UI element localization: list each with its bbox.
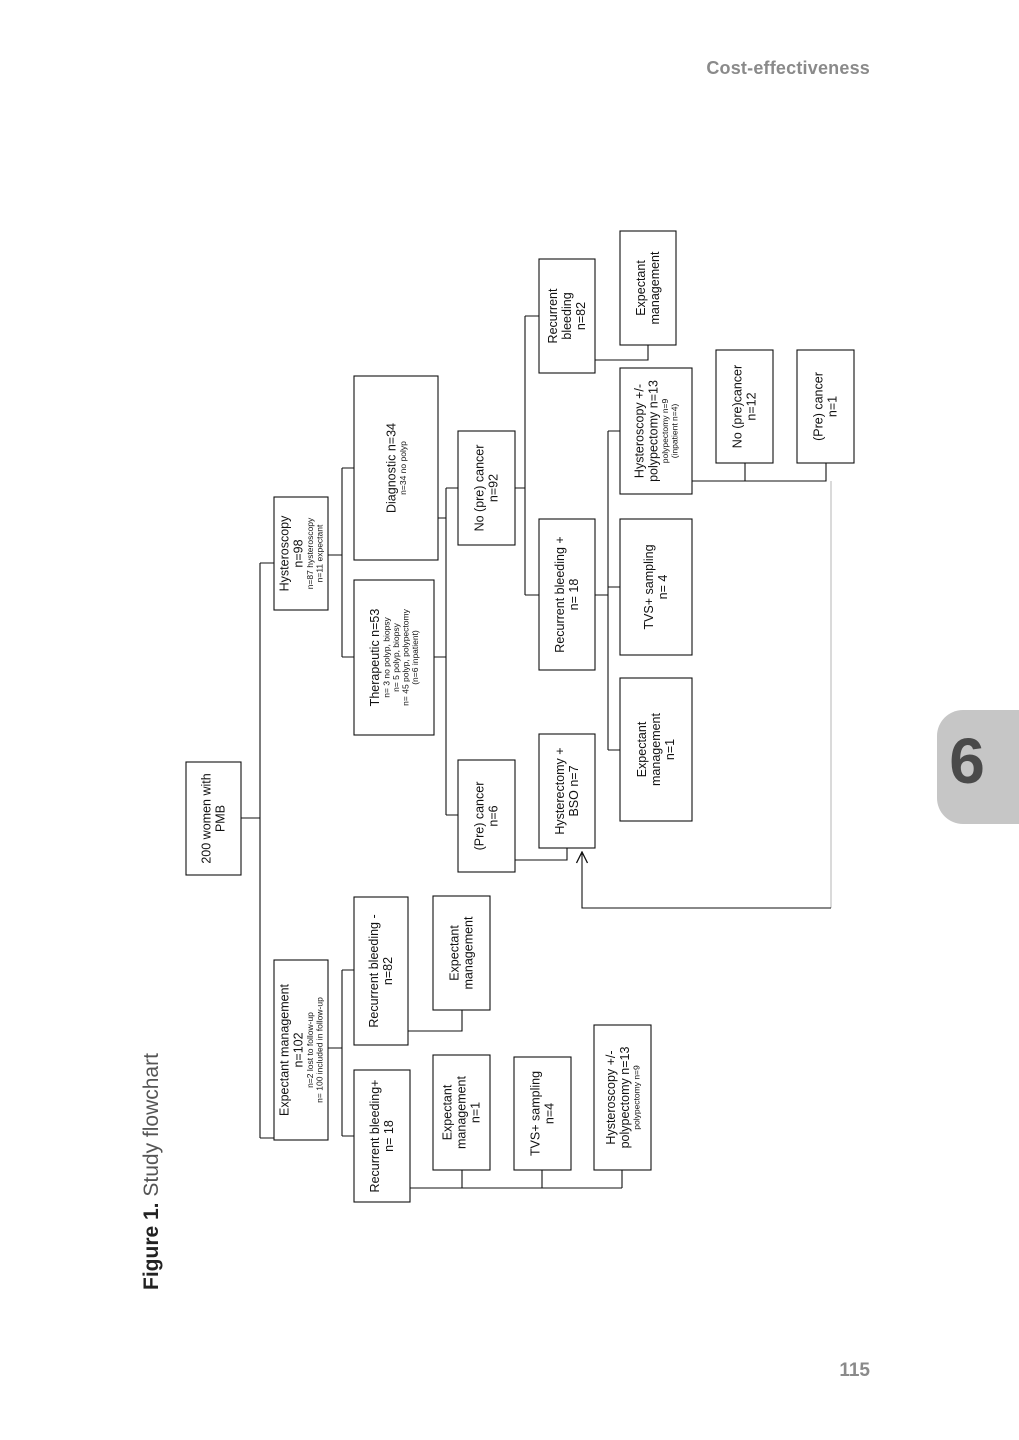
box-label-line: Expectant management — [277, 983, 292, 1117]
box-label-line: n=1 — [825, 395, 840, 418]
chapter-number: 6 — [949, 725, 985, 797]
box-label-line: management — [461, 916, 476, 990]
box-labels — [200, 251, 840, 1192]
box-label-line: (Pre) cancer — [472, 781, 487, 851]
box-label-line: n=102 — [291, 1032, 306, 1068]
box-label-line: (inpatient n=4) — [669, 403, 680, 459]
box-label-line: n=98 — [291, 539, 306, 568]
box-label-line: Recurrent bleeding+ — [368, 1079, 383, 1193]
box-label-line: Recurrent bleeding - — [367, 914, 382, 1028]
box-label-line: n=92 — [486, 473, 501, 503]
box-label-line: n=6 — [486, 805, 501, 827]
box-label-line: 200 women with — [199, 773, 214, 864]
box-label-line: n=34 no polyp — [397, 441, 408, 495]
box-label-line: bleeding — [560, 292, 575, 340]
box-label-line: n= 18 — [382, 1120, 397, 1152]
box-label-line: n= 3 no polyp, biopsy — [381, 617, 392, 698]
box-label-line: n= 18 — [567, 578, 582, 611]
box-label-line: Diagnostic n=34 — [384, 423, 399, 513]
box-label-line: n=12 — [744, 392, 759, 421]
box-label-line: polypectomy n=13 — [646, 380, 661, 482]
page-number: 115 — [839, 1360, 870, 1381]
box-label-line: TVS+ sampling — [642, 544, 657, 630]
box-label-line: n=4 — [542, 1102, 557, 1125]
box-label-line: BSO n=7 — [567, 765, 582, 817]
box-label-line: Hysteroscopy — [277, 515, 292, 592]
box-label-line: No (pre)cancer — [730, 364, 745, 449]
box-label-line: n=82 — [574, 301, 589, 331]
box-label-line: Expectant — [440, 1084, 455, 1141]
box-label-line: Hysteroscopy +/- — [632, 383, 647, 479]
box-label-line: n=11 expectant — [314, 524, 325, 583]
box-label-line: Expectant — [635, 721, 650, 778]
box-label-line: n= 100 included in follow-up — [314, 997, 325, 1103]
root-connector — [241, 563, 274, 1138]
box-label-line: polypectomy n=9 — [631, 1065, 642, 1130]
box-label-line: management — [454, 1076, 469, 1149]
box-label-line: Recurrent bleeding + — [553, 536, 568, 653]
box-label-line: Therapeutic n=53 — [368, 608, 383, 707]
box-label-line: n= 4 — [656, 574, 671, 600]
box-label-line: No (pre) cancer — [472, 444, 487, 532]
box-label-line: management — [649, 713, 664, 786]
box-label-line: n= 45 polyp, polypectomy — [400, 609, 411, 706]
box-label-line: polypectomy n=9 — [660, 398, 671, 464]
box-label-line: Expectant — [447, 925, 462, 981]
box-label-line: n=1 — [663, 738, 678, 761]
box-label-line: PMB — [213, 804, 228, 833]
figure-title: Study flowchart — [140, 1053, 163, 1197]
box-label-line: n=82 — [381, 956, 396, 986]
running-head: Cost-effectiveness — [706, 58, 870, 78]
box-label-line: polypectomy n=13 — [617, 1046, 632, 1149]
em-rec-minus-mgmt-label — [448, 916, 476, 989]
box-label-line: (n=6 inpatient) — [410, 630, 421, 685]
box-label-line: management — [648, 251, 663, 325]
figure-label: Figure 1. — [140, 1202, 163, 1290]
box-label-line: Expectant — [634, 260, 649, 316]
box-label-line: (Pre) cancer — [811, 372, 826, 441]
h-rec-82-mgmt-label — [634, 251, 662, 324]
box-label-line: Recurrent — [546, 288, 561, 344]
box-label-line: Hysterectomy + — [553, 747, 568, 835]
box-label-line: Hysteroscopy +/- — [603, 1050, 618, 1145]
box-label-line: n=2 lost to follow-up — [305, 1012, 316, 1088]
box-label-line: n=87 hysteroscopy — [305, 517, 316, 590]
box-label-line: n= 5 polyp, biopsy — [391, 623, 402, 692]
box-label-line: n=1 — [468, 1101, 483, 1124]
box-label-line: TVS+ sampling — [528, 1070, 543, 1157]
